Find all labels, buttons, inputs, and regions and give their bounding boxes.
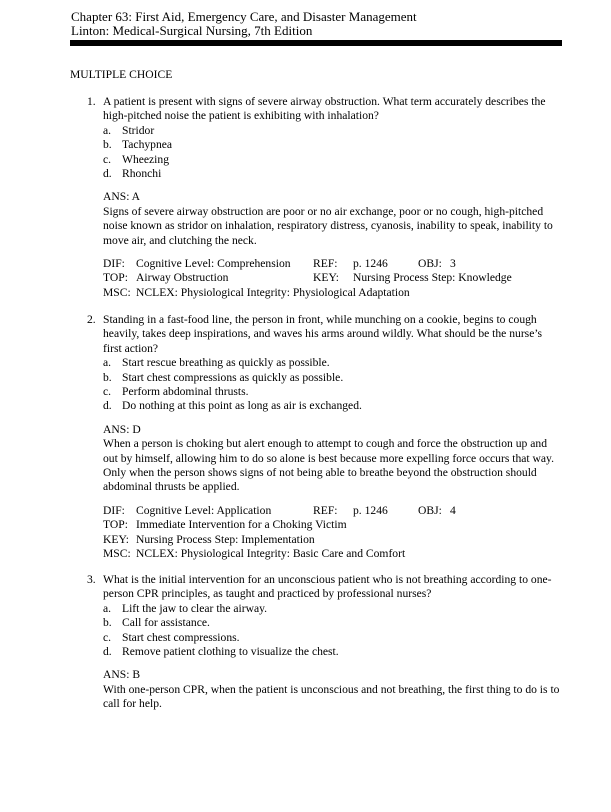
option-letter: a.: [103, 356, 112, 370]
dif-value: Cognitive Level: Application: [136, 503, 272, 517]
option-text: Lift the jaw to clear the airway.: [122, 601, 268, 615]
option-letter: c.: [103, 152, 112, 166]
option-letter: a.: [103, 601, 112, 615]
option-b: [103, 371, 562, 385]
option-letter: d.: [103, 167, 112, 181]
msc-label: MSC:: [103, 547, 131, 561]
option-letter: c.: [103, 630, 112, 644]
document-header: [71, 10, 417, 38]
msc-value: NCLEX: Physiological Integrity: Physiological Adaptation: [136, 285, 410, 299]
msc-label: MSC:: [103, 285, 131, 299]
option-c: [103, 153, 562, 167]
option-d: [103, 645, 562, 659]
rationale: Signs of severe airway obstruction are poor or no air exchange, poor or no cough, high-pitched noise known as stridor on inhalation, respiratory distress, cyanosis, inability to speak, inability to move air, and clutching the neck.: [103, 204, 553, 247]
rationale: With one-person CPR, when the patient is unconscious and not breathing, the first thing to do is to call for help.: [103, 682, 560, 711]
option-letter: c.: [103, 385, 112, 399]
obj-value: 4: [450, 503, 456, 517]
msc-value: NCLEX: Physiological Integrity: Basic Care and Comfort: [136, 547, 406, 561]
section-title: MULTIPLE CHOICE: [70, 68, 173, 81]
option-letter: a.: [103, 123, 112, 137]
option-letter: d.: [103, 399, 112, 413]
option-d: [103, 167, 562, 181]
key-value: Nursing Process Step: Knowledge: [353, 271, 512, 285]
option-text: Tachypnea: [122, 138, 173, 152]
top-label: TOP:: [103, 271, 128, 285]
option-b: [103, 616, 562, 630]
question-3: [87, 573, 562, 712]
top-label: TOP:: [103, 518, 128, 532]
option-text: Do nothing at this point as long as air is exchanged.: [122, 399, 362, 413]
option-text: Start chest compressions as quickly as possible.: [122, 370, 344, 384]
option-text: Call for assistance.: [122, 616, 210, 630]
dif-label: DIF:: [103, 257, 125, 271]
options-list: [103, 356, 562, 414]
option-text: Wheezing: [122, 152, 169, 166]
answer: ANS: D: [103, 422, 141, 436]
top-value: Airway Obstruction: [136, 271, 229, 285]
option-b: [103, 138, 562, 152]
question-stem: Standing in a fast-food line, the person in front, while munching on a cookie, begins to cough heavily, takes deep inspirations, and waves his arms around wildly. What should be the nurse’s first action?: [103, 313, 543, 355]
top-value: Immediate Intervention for a Choking Victim: [136, 518, 347, 532]
option-a: [103, 124, 562, 138]
key-value: Nursing Process Step: Implementation: [136, 532, 315, 546]
book-title: Linton: Medical-Surgical Nursing, 7th Edition: [71, 23, 313, 38]
option-a: [103, 356, 562, 370]
dif-value: Cognitive Level: Comprehension: [136, 257, 291, 271]
key-label: KEY:: [103, 532, 129, 546]
option-letter: b.: [103, 370, 112, 384]
ref-value: p. 1246: [353, 257, 388, 271]
option-text: Perform abdominal thrusts.: [122, 385, 249, 399]
ref-value: p. 1246: [353, 503, 388, 517]
dif-label: DIF:: [103, 503, 125, 517]
answer: ANS: A: [103, 190, 141, 204]
key-label: KEY:: [313, 271, 339, 285]
obj-value: 3: [450, 257, 456, 271]
header-rule: [70, 40, 562, 46]
options-list: [103, 602, 562, 660]
chapter-title: Chapter 63: First Aid, Emergency Care, and Disaster Management: [71, 9, 417, 24]
option-text: Remove patient clothing to visualize the chest.: [122, 645, 339, 659]
option-c: [103, 631, 562, 645]
option-text: Rhonchi: [122, 167, 162, 181]
option-d: [103, 399, 562, 413]
option-text: Start rescue breathing as quickly as possible.: [122, 356, 330, 370]
question-metadata: [103, 257, 562, 300]
question-number: 3.: [87, 573, 96, 586]
question-number: 2.: [87, 313, 96, 326]
option-text: Start chest compressions.: [122, 630, 240, 644]
option-letter: b.: [103, 138, 112, 152]
rationale: When a person is choking but alert enough to attempt to cough and force the obstruction up and out by himself, allowing him to do so alone is best because more expelling force occurs that way. Only when the person shows signs of not being able to breathe beyond the obstruction should abdominal thrusts be applied.: [103, 437, 554, 494]
question-stem: What is the initial intervention for an unconscious patient who is not breathing according to one-person CPR principles, as taught and practiced by professional nurses?: [103, 573, 552, 601]
question-stem: A patient is present with signs of severe airway obstruction. What term accurately describes the high-pitched noise the patient is exhibiting with inhalation?: [103, 95, 546, 123]
option-c: [103, 385, 562, 399]
ref-label: REF:: [313, 257, 338, 271]
answer: ANS: B: [103, 668, 141, 682]
question-1: [87, 95, 562, 300]
option-letter: b.: [103, 616, 112, 630]
option-text: Stridor: [122, 123, 155, 137]
option-letter: d.: [103, 645, 112, 659]
question-number: 1.: [87, 95, 96, 108]
option-a: [103, 602, 562, 616]
obj-label: OBJ:: [418, 503, 442, 517]
question-2: [87, 313, 562, 562]
question-metadata: [103, 504, 562, 562]
obj-label: OBJ:: [418, 257, 442, 271]
options-list: [103, 124, 562, 182]
ref-label: REF:: [313, 503, 338, 517]
